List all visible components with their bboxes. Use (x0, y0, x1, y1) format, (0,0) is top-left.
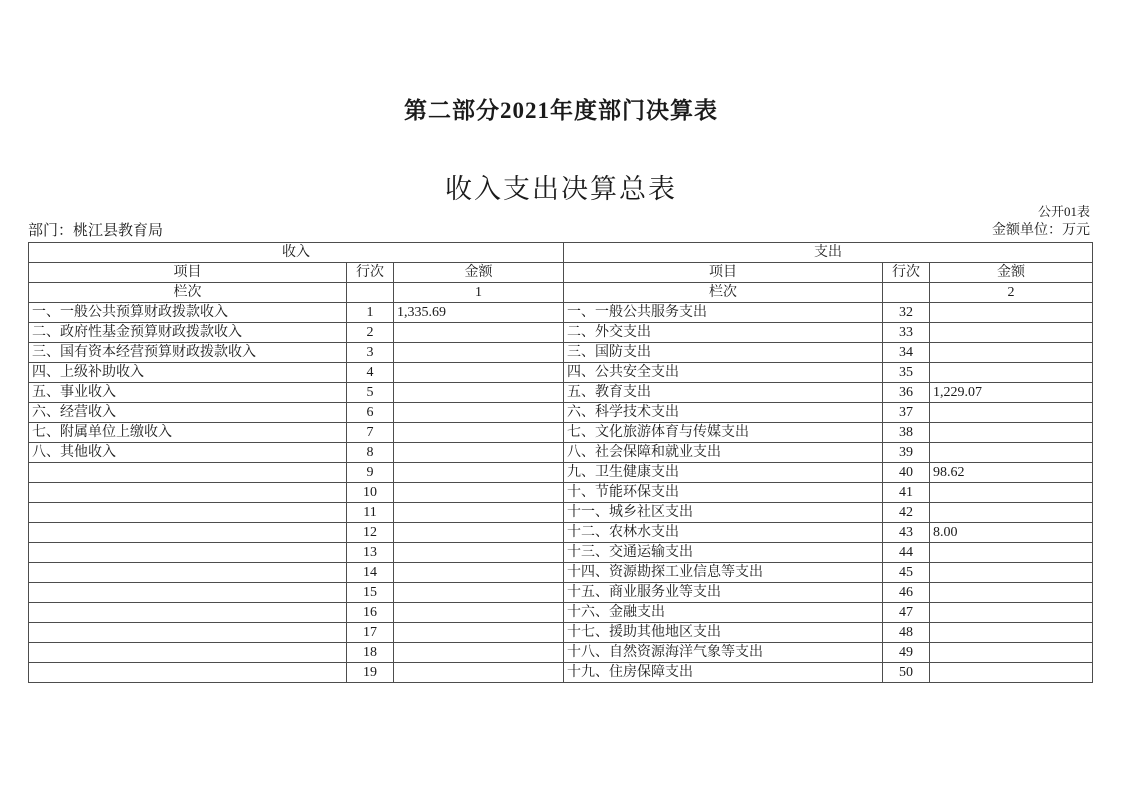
table-row (29, 303, 1093, 323)
income-line-no-cell: 8 (347, 443, 394, 463)
income-item-cell (29, 583, 347, 603)
income-item-cell (29, 543, 347, 563)
income-line-no-cell: 7 (347, 423, 394, 443)
amount-unit-label: 金额单位：万元 (992, 223, 1090, 238)
income-line-no-column-header: 行次 (347, 263, 394, 283)
income-line-no-cell: 3 (347, 343, 394, 363)
income-line-no-cell: 2 (347, 323, 394, 343)
income-item-cell (29, 603, 347, 623)
income-item-cell (29, 523, 347, 543)
expense-amount-cell (930, 623, 1093, 643)
income-amount-cell (394, 383, 564, 403)
expense-amount-cell (930, 543, 1093, 563)
expense-line-no-cell: 47 (883, 603, 930, 623)
expense-amount-cell (930, 323, 1093, 343)
income-line-no-cell: 10 (347, 483, 394, 503)
expense-item-cell: 十五、商业服务业等支出 (564, 583, 883, 603)
expense-item-cell: 十三、交通运输支出 (564, 543, 883, 563)
expense-amount-cell (930, 483, 1093, 503)
table-body (29, 303, 1093, 683)
expense-line-no-cell: 48 (883, 623, 930, 643)
income-amount-cell (394, 403, 564, 423)
expense-line-no-cell: 38 (883, 423, 930, 443)
income-item-cell (29, 663, 347, 683)
table-title: 收入支出决算总表 (445, 174, 677, 204)
income-amount-cell (394, 503, 564, 523)
expense-line-no-cell: 46 (883, 583, 930, 603)
table-row (29, 383, 1093, 403)
income-item-cell (29, 623, 347, 643)
expense-amount-cell: 8.00 (930, 523, 1093, 543)
income-amount-cell (394, 583, 564, 603)
income-amount-cell (394, 463, 564, 483)
income-item-cell: 三、国有资本经营预算财政拨款收入 (29, 343, 347, 363)
expense-line-no-cell: 32 (883, 303, 930, 323)
expense-amount-cell (930, 343, 1093, 363)
table-row (29, 403, 1093, 423)
expense-amount-cell (930, 503, 1093, 523)
expense-line-no-cell: 34 (883, 343, 930, 363)
expense-line-no-cell: 37 (883, 403, 930, 423)
table-row (29, 563, 1093, 583)
income-line-no-cell: 16 (347, 603, 394, 623)
expense-item-cell: 二、外交支出 (564, 323, 883, 343)
income-amount-cell (394, 343, 564, 363)
income-item-cell (29, 463, 347, 483)
table-row (29, 423, 1093, 443)
expense-item-cell: 十四、资源勘探工业信息等支出 (564, 563, 883, 583)
expense-amount-cell: 1,229.07 (930, 383, 1093, 403)
income-column-index-label: 栏次 (29, 283, 347, 303)
expense-amount-cell (930, 643, 1093, 663)
income-line-no-cell: 18 (347, 643, 394, 663)
expense-item-cell: 三、国防支出 (564, 343, 883, 363)
income-line-no-cell: 15 (347, 583, 394, 603)
income-item-cell: 七、附属单位上缴收入 (29, 423, 347, 443)
table-row (29, 643, 1093, 663)
income-item-cell (29, 483, 347, 503)
table-row (29, 323, 1093, 343)
expense-amount-cell (930, 403, 1093, 423)
expense-amount-cell (930, 583, 1093, 603)
income-item-cell (29, 643, 347, 663)
expense-amount-cell (930, 363, 1093, 383)
income-line-no-cell: 19 (347, 663, 394, 683)
income-amount-cell (394, 643, 564, 663)
income-amount-cell (394, 423, 564, 443)
form-code-label: 公开01表 (1037, 204, 1090, 219)
expense-line-no-cell: 50 (883, 663, 930, 683)
expense-section-header: 支出 (564, 243, 1093, 263)
income-amount-cell (394, 603, 564, 623)
table-row (29, 463, 1093, 483)
income-line-no-cell: 6 (347, 403, 394, 423)
table-row (29, 663, 1093, 683)
expense-amount-cell (930, 303, 1093, 323)
income-item-cell: 二、政府性基金预算财政拨款收入 (29, 323, 347, 343)
department-label: 部门：桃江县教育局 (28, 223, 164, 239)
income-line-no-cell: 13 (347, 543, 394, 563)
expense-item-cell: 十一、城乡社区支出 (564, 503, 883, 523)
expense-item-cell: 六、科学技术支出 (564, 403, 883, 423)
income-line-no-cell: 17 (347, 623, 394, 643)
income-line-no-cell: 12 (347, 523, 394, 543)
expense-item-cell: 十二、农林水支出 (564, 523, 883, 543)
income-amount-cell (394, 523, 564, 543)
income-item-cell: 八、其他收入 (29, 443, 347, 463)
income-column-index: 1 (394, 283, 564, 303)
expense-line-no-cell: 44 (883, 543, 930, 563)
expense-item-cell: 九、卫生健康支出 (564, 463, 883, 483)
expense-line-no-cell: 43 (883, 523, 930, 543)
table-row (29, 443, 1093, 463)
expense-column-index: 2 (930, 283, 1093, 303)
income-item-cell (29, 503, 347, 523)
expense-line-no-cell: 45 (883, 563, 930, 583)
expense-amount-cell (930, 563, 1093, 583)
expense-line-no-column-header: 行次 (883, 263, 930, 283)
expense-amount-cell (930, 423, 1093, 443)
income-amount-cell (394, 443, 564, 463)
section-header-row (29, 243, 1093, 263)
expense-item-cell: 七、文化旅游体育与传媒支出 (564, 423, 883, 443)
expense-line-no-cell: 40 (883, 463, 930, 483)
column-header-row (29, 263, 1093, 283)
table-row (29, 523, 1093, 543)
expense-amount-column-header: 金额 (930, 263, 1093, 283)
income-item-cell: 一、一般公共预算财政拨款收入 (29, 303, 347, 323)
expense-line-no-cell: 36 (883, 383, 930, 403)
income-item-column-header: 项目 (29, 263, 347, 283)
income-line-no-cell: 11 (347, 503, 394, 523)
income-amount-cell (394, 543, 564, 563)
expense-line-no-cell: 33 (883, 323, 930, 343)
expense-item-cell: 十、节能环保支出 (564, 483, 883, 503)
income-line-no-cell: 4 (347, 363, 394, 383)
income-amount-cell (394, 663, 564, 683)
table-row (29, 583, 1093, 603)
expense-item-column-header: 项目 (564, 263, 883, 283)
expense-line-no-cell: 42 (883, 503, 930, 523)
income-line-no-cell: 5 (347, 383, 394, 403)
expense-column-index-label: 栏次 (564, 283, 883, 303)
expense-item-cell: 八、社会保障和就业支出 (564, 443, 883, 463)
expense-amount-cell (930, 443, 1093, 463)
income-line-no-cell: 9 (347, 463, 394, 483)
expense-item-cell: 十九、住房保障支出 (564, 663, 883, 683)
income-line-no-cell: 1 (347, 303, 394, 323)
expense-amount-cell (930, 663, 1093, 683)
column-index-row (29, 283, 1093, 303)
income-amount-cell (394, 483, 564, 503)
income-item-cell: 五、事业收入 (29, 383, 347, 403)
expense-line-no-cell: 39 (883, 443, 930, 463)
expense-line-no-cell: 49 (883, 643, 930, 663)
income-section-header: 收入 (29, 243, 564, 263)
income-item-cell: 四、上级补助收入 (29, 363, 347, 383)
income-amount-cell (394, 563, 564, 583)
expense-item-cell: 五、教育支出 (564, 383, 883, 403)
expense-amount-cell (930, 603, 1093, 623)
income-amount-cell: 1,335.69 (394, 303, 564, 323)
income-amount-cell (394, 323, 564, 343)
expense-item-cell: 一、一般公共服务支出 (564, 303, 883, 323)
income-line-no-cell: 14 (347, 563, 394, 583)
expense-line-no-blank-cell (883, 283, 930, 303)
expense-item-cell: 十八、自然资源海洋气象等支出 (564, 643, 883, 663)
table-row (29, 503, 1093, 523)
income-item-cell (29, 563, 347, 583)
income-item-cell: 六、经营收入 (29, 403, 347, 423)
table-row (29, 623, 1093, 643)
income-expense-table (28, 242, 1093, 683)
table-row (29, 363, 1093, 383)
expense-line-no-cell: 41 (883, 483, 930, 503)
table-row (29, 483, 1093, 503)
expense-line-no-cell: 35 (883, 363, 930, 383)
document-part-title: 第二部分2021年度部门决算表 (404, 98, 718, 123)
expense-item-cell: 十七、援助其他地区支出 (564, 623, 883, 643)
income-line-no-blank-cell (347, 283, 394, 303)
expense-amount-cell: 98.62 (930, 463, 1093, 483)
table-row (29, 343, 1093, 363)
table-row (29, 543, 1093, 563)
expense-item-cell: 十六、金融支出 (564, 603, 883, 623)
table-row (29, 603, 1093, 623)
expense-item-cell: 四、公共安全支出 (564, 363, 883, 383)
income-amount-cell (394, 363, 564, 383)
income-amount-cell (394, 623, 564, 643)
income-amount-column-header: 金额 (394, 263, 564, 283)
